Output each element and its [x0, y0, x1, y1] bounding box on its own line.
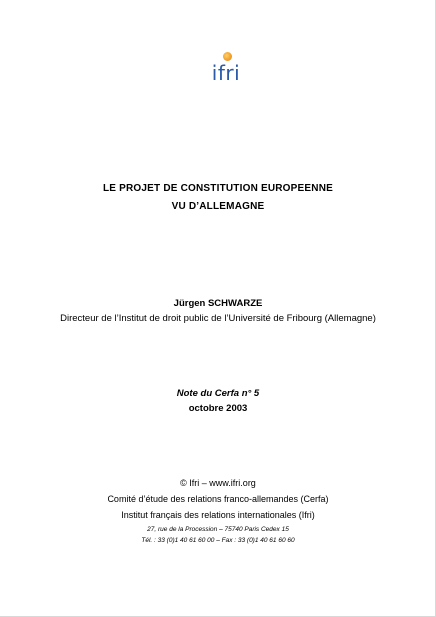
title-line-2: VU D’ALLEMAGNE	[171, 201, 265, 212]
author-affiliation: Directeur de l’Institut de droit public de l’Université de Fribourg (Allemagne)	[60, 313, 376, 324]
committee-line: Comité d’étude des relations franco-allemandes (Cerfa)	[107, 494, 329, 504]
logo-text: ifri	[211, 61, 241, 85]
note-series: Note du Cerfa n° 5	[176, 388, 260, 399]
author-name: Jürgen SCHWARZE	[173, 298, 263, 309]
copyright-line: © Ifri – www.ifri.org	[180, 478, 256, 488]
institute-line: Institut français des relations internationales (Ifri)	[121, 510, 315, 520]
ifri-logo	[209, 52, 243, 90]
address-line: 27, rue de la Procession – 75740 Paris Cedex 15	[147, 526, 289, 533]
title-line-1: LE PROJET DE CONSTITUTION EUROPEENNE	[102, 183, 333, 194]
phone-fax-line: Tél. : 33 (0)1 40 61 60 00 – Fax : 33 (0)1 40 61 60 60	[141, 537, 295, 544]
logo-dot-icon	[223, 52, 232, 61]
note-date: octobre 2003	[188, 403, 248, 414]
